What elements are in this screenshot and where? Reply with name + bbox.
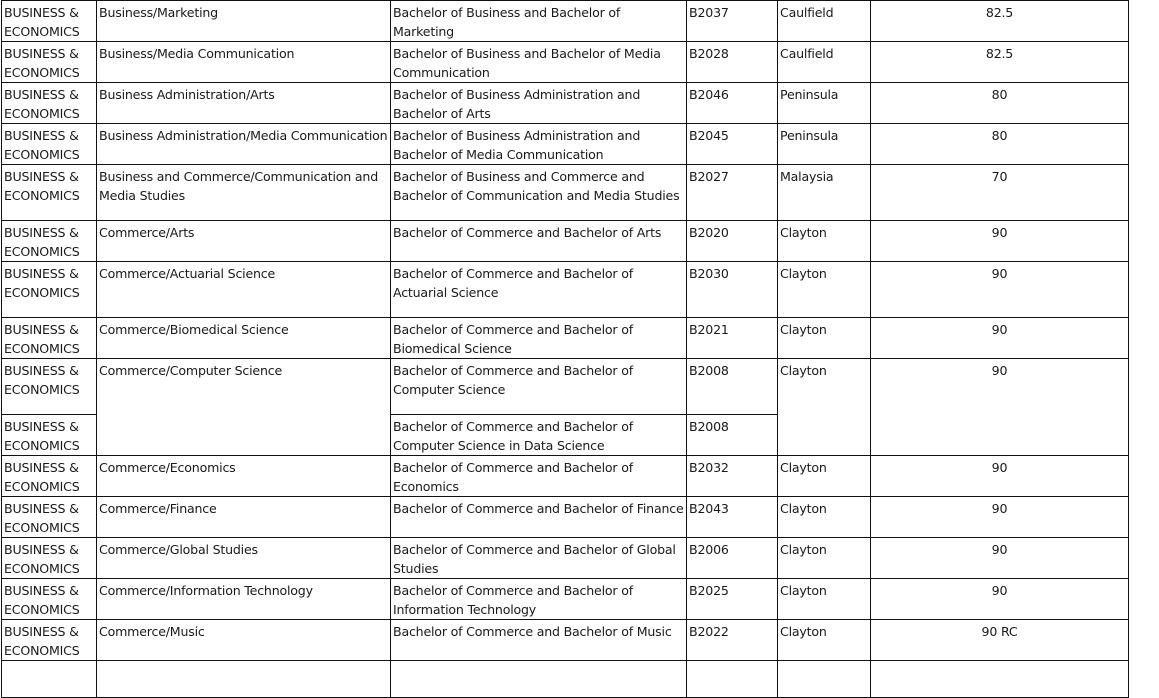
category-cell[interactable]: BUSINESS & ECONOMICS [2,42,97,83]
table-row [2,359,1129,415]
full-name-cell[interactable]: Bachelor of Business and Bachelor of Media Communication [391,42,687,83]
score-cell[interactable]: 90 [871,262,1129,318]
category-cell[interactable]: BUSINESS & ECONOMICS [2,124,97,165]
score-cell[interactable]: 90 [871,538,1129,579]
code-cell[interactable]: B2006 [687,538,778,579]
category-cell[interactable]: BUSINESS & ECONOMICS [2,359,97,415]
full-name-cell[interactable]: Bachelor of Commerce and Bachelor of Actuarial Science [391,262,687,318]
campus-cell[interactable]: Clayton [778,359,871,456]
course-cell[interactable]: Commerce/Global Studies [97,538,391,579]
category-cell[interactable]: BUSINESS & ECONOMICS [2,497,97,538]
category-cell[interactable]: BUSINESS & ECONOMICS [2,415,97,456]
table-row-partial [2,661,1129,698]
course-cell[interactable]: Commerce/Information Technology [97,579,391,620]
score-cell[interactable]: 90 [871,579,1129,620]
campus-cell[interactable]: Clayton [778,579,871,620]
category-cell[interactable]: BUSINESS & ECONOMICS [2,262,97,318]
category-cell[interactable]: BUSINESS & ECONOMICS [2,165,97,221]
code-cell[interactable]: B2008 [687,359,778,415]
category-cell[interactable]: BUSINESS & ECONOMICS [2,221,97,262]
full-name-cell[interactable]: Bachelor of Business Administration and Bachelor of Arts [391,83,687,124]
code-cell[interactable]: B2022 [687,620,778,661]
table-row [2,318,1129,359]
campus-cell[interactable]: Clayton [778,456,871,497]
table-row [2,124,1129,165]
score-cell[interactable]: 80 [871,124,1129,165]
code-cell[interactable]: B2030 [687,262,778,318]
category-cell[interactable]: BUSINESS & ECONOMICS [2,318,97,359]
score-cell[interactable]: 70 [871,165,1129,221]
score-cell[interactable]: 90 [871,221,1129,262]
score-cell[interactable]: 90 [871,456,1129,497]
empty-cell[interactable] [687,661,778,698]
full-name-cell[interactable]: Bachelor of Commerce and Bachelor of Computer Science [391,359,687,415]
code-cell[interactable]: B2020 [687,221,778,262]
course-cell[interactable]: Commerce/Music [97,620,391,661]
course-cell[interactable]: Commerce/Economics [97,456,391,497]
category-cell[interactable]: BUSINESS & ECONOMICS [2,83,97,124]
campus-cell[interactable]: Clayton [778,620,871,661]
course-cell[interactable]: Commerce/Biomedical Science [97,318,391,359]
campus-cell[interactable]: Clayton [778,221,871,262]
full-name-cell[interactable]: Bachelor of Business and Commerce and Bachelor of Communication and Media Studies [391,165,687,221]
code-cell[interactable]: B2032 [687,456,778,497]
category-cell[interactable]: BUSINESS & ECONOMICS [2,538,97,579]
course-cell[interactable]: Business Administration/Media Communication [97,124,391,165]
full-name-cell[interactable]: Bachelor of Commerce and Bachelor of Computer Science in Data Science [391,415,687,456]
score-cell[interactable]: 80 [871,83,1129,124]
category-cell[interactable]: BUSINESS & ECONOMICS [2,579,97,620]
score-cell[interactable]: 90 [871,497,1129,538]
table-row [2,620,1129,661]
full-name-cell[interactable]: Bachelor of Commerce and Bachelor of Music [391,620,687,661]
table-row [2,42,1129,83]
campus-cell[interactable]: Clayton [778,497,871,538]
campus-cell[interactable]: Peninsula [778,83,871,124]
campus-cell[interactable]: Clayton [778,318,871,359]
empty-cell[interactable] [778,661,871,698]
full-name-cell[interactable]: Bachelor of Business Administration and Bachelor of Media Communication [391,124,687,165]
full-name-cell[interactable]: Bachelor of Business and Bachelor of Marketing [391,1,687,42]
campus-cell[interactable]: Clayton [778,538,871,579]
full-name-cell[interactable]: Bachelor of Commerce and Bachelor of Economics [391,456,687,497]
table-row [2,579,1129,620]
full-name-cell[interactable]: Bachelor of Commerce and Bachelor of Arts [391,221,687,262]
code-cell[interactable]: B2043 [687,497,778,538]
table-row [2,538,1129,579]
full-name-cell[interactable]: Bachelor of Commerce and Bachelor of Biomedical Science [391,318,687,359]
score-cell[interactable]: 90 RC [871,620,1129,661]
full-name-cell[interactable]: Bachelor of Commerce and Bachelor of Global Studies [391,538,687,579]
code-cell[interactable]: B2027 [687,165,778,221]
course-cell[interactable]: Business/Marketing [97,1,391,42]
score-cell[interactable]: 90 [871,318,1129,359]
code-cell[interactable]: B2021 [687,318,778,359]
code-cell[interactable]: B2028 [687,42,778,83]
table-row [2,165,1129,221]
code-cell[interactable]: B2025 [687,579,778,620]
table-row [2,83,1129,124]
code-cell[interactable]: B2008 [687,415,778,456]
score-cell[interactable]: 82.5 [871,1,1129,42]
course-cell[interactable]: Commerce/Arts [97,221,391,262]
course-cell[interactable]: Commerce/Actuarial Science [97,262,391,318]
empty-cell[interactable] [97,661,391,698]
table-row [2,262,1129,318]
empty-cell[interactable] [2,661,97,698]
category-cell[interactable]: BUSINESS & ECONOMICS [2,1,97,42]
category-cell[interactable]: BUSINESS & ECONOMICS [2,456,97,497]
course-cell[interactable]: Business Administration/Arts [97,83,391,124]
course-cell[interactable]: Commerce/Computer Science [97,359,391,456]
full-name-cell[interactable]: Bachelor of Commerce and Bachelor of Finance [391,497,687,538]
full-name-cell[interactable]: Bachelor of Commerce and Bachelor of Information Technology [391,579,687,620]
course-table [1,0,1129,698]
category-cell[interactable]: BUSINESS & ECONOMICS [2,620,97,661]
table-row [2,456,1129,497]
course-cell[interactable]: Business and Commerce/Communication and Media Studies [97,165,391,221]
table-row [2,1,1129,42]
empty-cell[interactable] [391,661,687,698]
campus-cell[interactable]: Malaysia [778,165,871,221]
code-cell[interactable]: B2037 [687,1,778,42]
code-cell[interactable]: B2046 [687,83,778,124]
code-cell[interactable]: B2045 [687,124,778,165]
table-row [2,221,1129,262]
campus-cell[interactable]: Caulfield [778,1,871,42]
empty-cell[interactable] [871,661,1129,698]
table-row [2,497,1129,538]
campus-cell[interactable]: Peninsula [778,124,871,165]
course-cell[interactable]: Commerce/Finance [97,497,391,538]
campus-cell[interactable]: Caulfield [778,42,871,83]
course-cell[interactable]: Business/Media Communication [97,42,391,83]
score-cell[interactable]: 82.5 [871,42,1129,83]
campus-cell[interactable]: Clayton [778,262,871,318]
score-cell[interactable]: 90 [871,359,1129,456]
